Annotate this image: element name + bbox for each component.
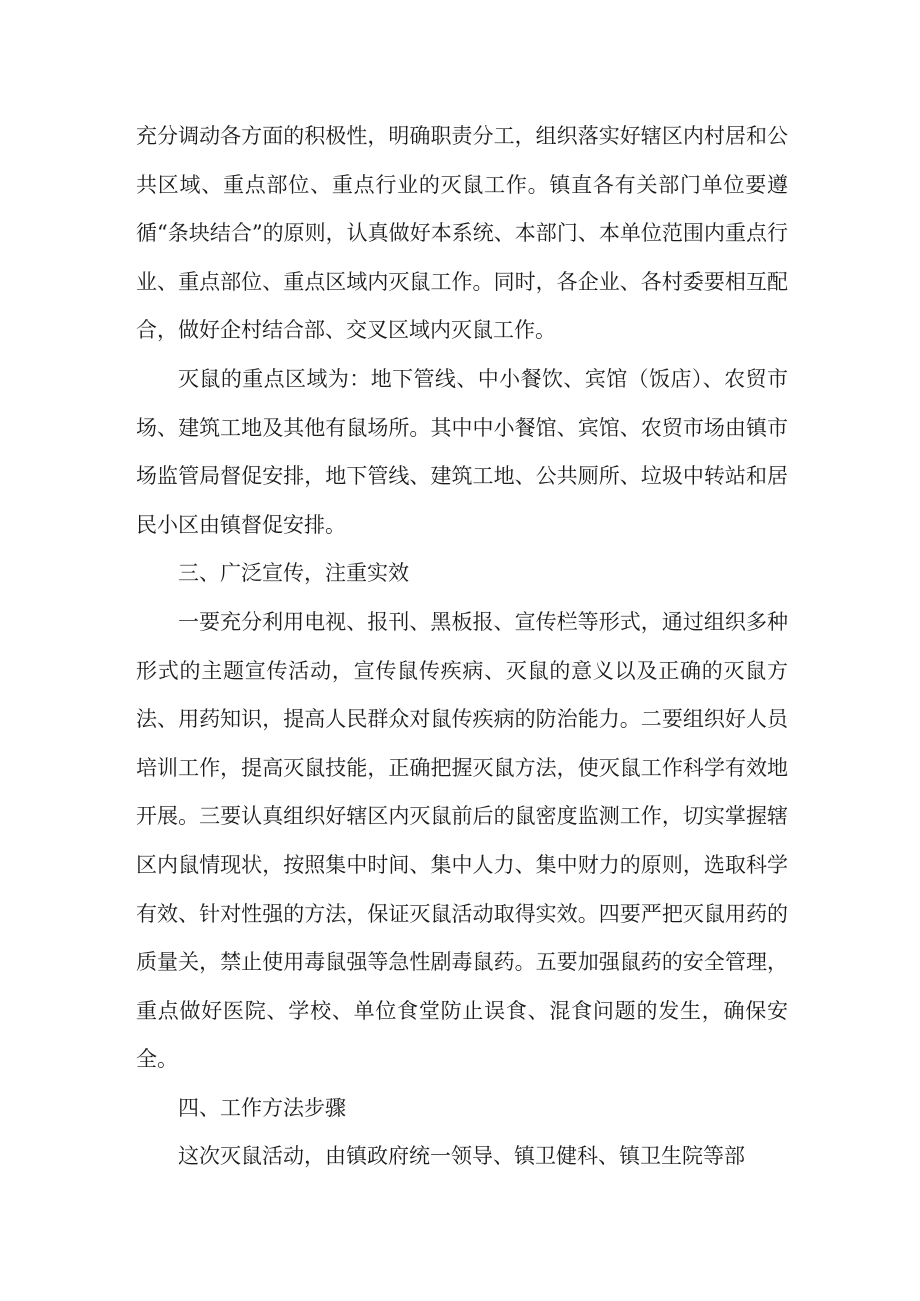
document-body <box>136 112 788 1181</box>
paragraph-publicity: 一要充分利用电视、报刊、黑板报、宣传栏等形式，通过组织多种形式的主题宣传活动，宣传鼠传疾病、灭鼠的意义以及正确的灭鼠方法、用药知识，提高人民群众对鼠传疾病的防治能力。二要组织好人员培训工作，提高灭鼠技能，正确把握灭鼠方法，使灭鼠工作科学有效地开展。三要认真组织好辖区内灭鼠前后的鼠密度监测工作，切实掌握辖区内鼠情现状，按照集中时间、集中人力、集中财力的原则，选取科学有效、针对性强的方法，保证灭鼠活动取得实效。四要严把灭鼠用药的质量关，禁止使用毒鼠强等急性剧毒鼠药。五要加强鼠药的安全管理，重点做好医院、学校、单位食堂防止误食、混食问题的发生，确保安全。 <box>136 609 788 1072</box>
paragraph-method: 这次灭鼠活动，由镇政府统一领导、镇卫健科、镇卫生院等部 <box>178 1144 745 1169</box>
section-heading-3: 三、广泛宣传，注重实效 <box>178 561 409 586</box>
section-heading-4: 四、工作方法步骤 <box>178 1095 346 1120</box>
paragraph-key-areas: 灭鼠的重点区域为：地下管线、中小餐饮、宾馆（饭店）、农贸市场、建筑工地及其他有鼠场所。其中中小餐馆、宾馆、农贸市场由镇市场监管局督促安排，地下管线、建筑工地、公共厕所、垃圾中转站和居民小区由镇督促安排。 <box>136 366 788 537</box>
paragraph-continued: 充分调动各方面的积极性，明确职责分工，组织落实好辖区内村居和公共区域、重点部位、重点行业的灭鼠工作。镇直各有关部门单位要遵循“条块结合”的原则，认真做好本系统、本部门、本单位范围内重点行业、重点部位、重点区域内灭鼠工作。同时，各企业、各村委要相互配合，做好企村结合部、交叉区域内灭鼠工作。 <box>136 124 788 343</box>
